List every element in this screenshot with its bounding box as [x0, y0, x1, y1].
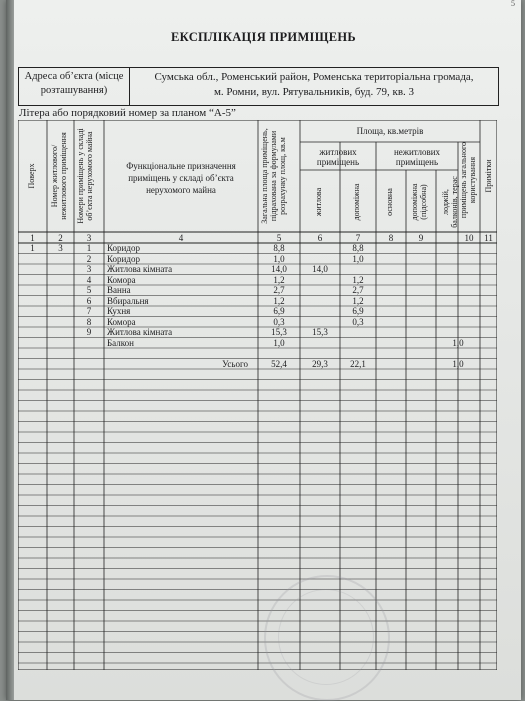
header-auxiliary-subsidiary: допоміжна (підсобна): [410, 183, 428, 221]
cell-room: 7: [86, 306, 92, 316]
column-number: 5: [276, 233, 282, 243]
header-room-number: Номери приміщень у складі об’єкта нерухомого майна: [76, 128, 94, 224]
header-unit-number: Номер житлового/ нежитлового приміщення: [49, 132, 68, 220]
header-floor: Поверх: [26, 163, 36, 189]
litera-label: Літера або порядковий номер за планом “А-5”: [19, 107, 236, 119]
cell-total: 2,7: [273, 285, 285, 295]
header-main: основна: [385, 188, 394, 216]
column-number: 1: [30, 233, 35, 243]
cell-room-name: Балкон: [107, 337, 134, 348]
header-total-area: Загальна площа приміщень, підрахована за формулами розрахунку площ, кв.м: [260, 128, 287, 224]
cell-room-name: Житлова кімната: [107, 327, 173, 337]
cell-balcony: 1,0: [452, 337, 464, 348]
cell-room: 4: [86, 274, 92, 285]
header-notes: Примітки: [483, 159, 493, 193]
cell-living: 14,0: [312, 264, 328, 274]
column-number: 11: [484, 233, 493, 243]
cell-room: 5: [86, 285, 92, 295]
cell-room: 6: [86, 295, 92, 306]
cell-auxiliary: 0,3: [352, 316, 364, 327]
cell-unit: 3: [58, 243, 63, 253]
cell-room: 3: [86, 264, 92, 274]
page-number: 5: [511, 0, 515, 8]
header-common-use: приміщень загального користування: [459, 141, 477, 219]
cell-floor: 1: [30, 243, 35, 253]
cell-auxiliary: 1,2: [352, 274, 364, 285]
address-block: [18, 67, 499, 106]
header-nonresidential-group: нежитлових приміщень: [393, 147, 441, 167]
explication-table: [18, 120, 497, 670]
cell-total: 6,9: [273, 306, 285, 316]
column-number: 2: [58, 233, 63, 243]
total-area: 52,4: [271, 358, 287, 369]
cell-total: 14,0: [271, 264, 287, 274]
cell-room: 9: [86, 327, 92, 337]
binding-edge: [6, 0, 14, 700]
cell-room-name: Кухня: [107, 306, 131, 316]
header-living: житлова: [314, 187, 323, 217]
total-balcony: 1,0: [452, 358, 464, 369]
column-number: 4: [178, 233, 184, 243]
cell-room-name: Коридор: [107, 253, 140, 264]
document-title: ЕКСПЛІКАЦІЯ ПРИМІЩЕНЬ: [171, 30, 356, 44]
total-living: 29,3: [312, 358, 328, 369]
cell-auxiliary: 6,9: [352, 306, 364, 316]
column-number: 10: [464, 233, 474, 243]
cell-auxiliary: 8,8: [352, 243, 364, 253]
column-number: 3: [86, 233, 92, 243]
cell-total: 1,2: [273, 295, 285, 306]
column-number: 9: [418, 233, 424, 243]
cell-room: 2: [86, 253, 92, 264]
cell-auxiliary: 1,0: [352, 253, 364, 264]
cell-room-name: Ванна: [107, 285, 131, 295]
cell-room: 8: [86, 316, 92, 327]
cell-total: 1,0: [273, 253, 285, 264]
column-number: 8: [388, 233, 394, 243]
cell-total: 15,3: [271, 327, 287, 337]
address-line-2: м. Ромни, вул. Рятувальників, буд. 79, кв. 3: [213, 85, 415, 98]
cell-room-name: Комора: [107, 316, 136, 327]
cell-auxiliary: 2,7: [352, 285, 364, 295]
cell-total: 8,8: [273, 243, 285, 253]
header-area-group: Площа, кв.метрів: [356, 126, 424, 136]
cell-room-name: Вбиральня: [107, 295, 149, 306]
header-residential-group: житлових приміщень: [316, 147, 360, 167]
total-auxiliary: 22,1: [350, 358, 366, 369]
cell-room: 1: [86, 243, 92, 253]
total-label: Усього: [222, 358, 248, 369]
header-balconies: лоджій, балконів, терас: [441, 176, 459, 228]
address-value: [130, 68, 498, 105]
cell-room-name: Житлова кімната: [107, 264, 173, 274]
cell-room-name: Комора: [107, 274, 136, 285]
cell-total: 0,3: [273, 316, 285, 327]
header-function: Функціональне призначення приміщень у складі об’єкта нерухомого майна: [126, 161, 236, 195]
column-number: 6: [317, 233, 323, 243]
address-label: Адреса об’єкта (місце розташування): [19, 68, 130, 105]
faint-stamp: [264, 575, 390, 701]
cell-room-name: Коридор: [107, 243, 140, 253]
document-sheet: [6, 0, 521, 700]
cell-total: 1,0: [273, 337, 285, 348]
address-line-1: Сумська обл., Роменський район, Роменська територіальна громада,: [154, 71, 474, 83]
header-auxiliary: допоміжна: [352, 183, 361, 221]
column-number: 7: [355, 233, 361, 243]
cell-living: 15,3: [312, 327, 328, 337]
cell-total: 1,2: [273, 274, 285, 285]
cell-auxiliary: 1,2: [352, 295, 364, 306]
